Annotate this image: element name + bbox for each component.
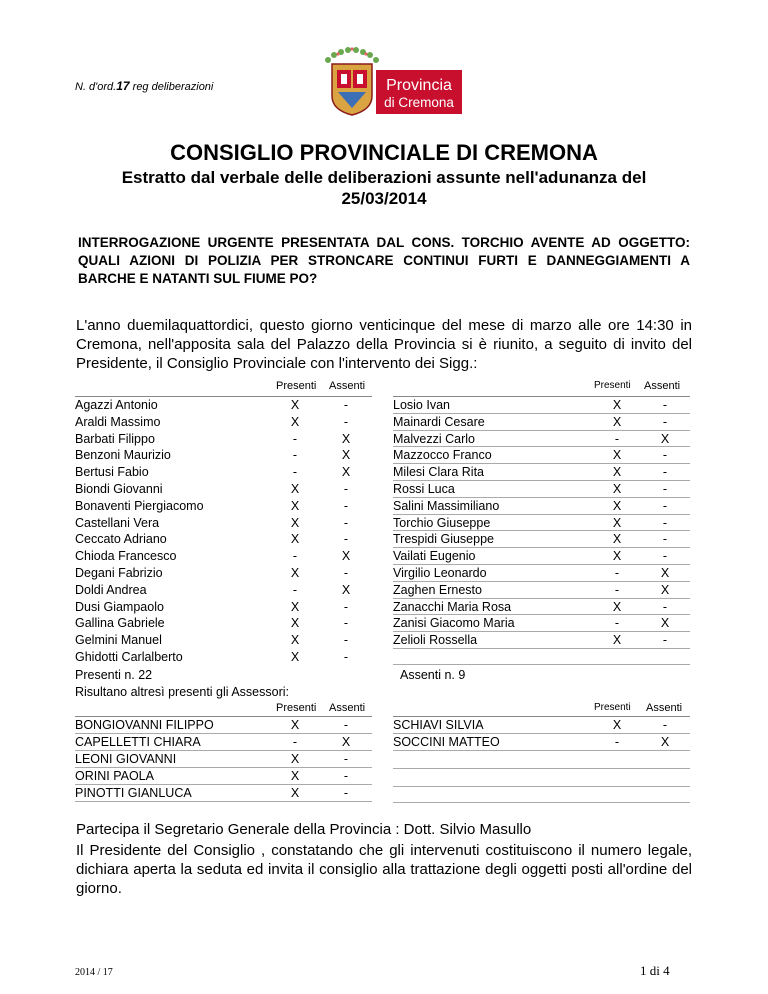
attendance-row (75, 481, 372, 498)
assessori-right-empty-rule-3 (393, 802, 690, 803)
presence-mark: X (290, 515, 300, 530)
member-name: Benzoni Maurizio (75, 448, 171, 463)
member-name: Bertusi Fabio (75, 465, 149, 480)
right-header-assenti: Assenti (644, 380, 681, 392)
presence-mark: X (290, 718, 300, 732)
attendance-row (75, 615, 372, 632)
attendance-row (393, 515, 690, 532)
attendance-row (75, 734, 372, 751)
absence-mark: - (662, 482, 668, 496)
attendance-row (393, 615, 690, 632)
presence-mark: X (290, 482, 300, 496)
member-name: Milesi Clara Rita (393, 465, 484, 480)
absence-mark: - (662, 549, 668, 564)
member-name: Zaghen Ernesto (393, 582, 482, 597)
member-name: SOCCINI MATTEO (393, 735, 500, 749)
presence-mark: X (612, 414, 622, 429)
member-name: Zelioli Rossella (393, 633, 478, 648)
absence-mark: - (662, 599, 668, 614)
presence-mark: X (290, 599, 300, 614)
assenti-total: Assenti n. 9 (400, 668, 466, 682)
member-name: Virgilio Leonardo (393, 566, 487, 580)
presence-mark: X (290, 786, 300, 800)
member-name: Salini Massimiliano (393, 498, 500, 513)
absence-mark: X (341, 582, 351, 597)
attendance-row (393, 414, 690, 431)
attendance-row (75, 565, 372, 582)
member-name: Vailati Eugenio (393, 549, 476, 564)
page-subtitle: Estratto dal verbale delle deliberazioni assunte nell'adunanza del 25/03/2014 (121, 168, 647, 208)
member-name: PINOTTI GIANLUCA (75, 786, 192, 800)
presence-mark: - (292, 735, 298, 749)
presence-mark: - (292, 431, 298, 446)
presence-mark: X (612, 599, 622, 614)
absence-mark: X (341, 549, 351, 564)
absence-mark: - (343, 786, 349, 800)
member-name: Mazzocco Franco (393, 448, 492, 463)
attendance-row (393, 431, 690, 448)
presence-mark: - (614, 566, 620, 580)
ref-number: 17 (116, 79, 130, 93)
attendance-row (75, 531, 372, 548)
footer-doc-id: 2014 / 17 (75, 967, 113, 978)
presence-mark: - (614, 616, 620, 631)
row-divider (393, 648, 690, 649)
member-name: Rossi Luca (393, 482, 455, 496)
presence-mark: - (614, 431, 620, 446)
right-header-presenti: Presenti (594, 380, 631, 391)
closing-paragraph: Il Presidente del Consiglio , constatando che gli intervenuti costituiscono il numero legale, dichiara aperta la seduta ed invita il consiglio alla trattazione degli oggetti posti all'ordine del giorno. (76, 842, 692, 897)
absence-mark: - (343, 718, 349, 732)
absence-mark: - (343, 566, 349, 580)
member-name: Bonaventi Piergiacomo (75, 498, 204, 513)
member-name: Gallina Gabriele (75, 616, 165, 631)
presence-mark: X (612, 482, 622, 496)
presence-mark: X (612, 448, 622, 463)
attendance-row (393, 548, 690, 565)
member-name: Degani Fabrizio (75, 566, 163, 580)
right-table-bottom-rule (393, 664, 690, 665)
presence-mark: - (292, 582, 298, 597)
member-name: Doldi Andrea (75, 582, 147, 597)
attendance-row (393, 397, 690, 414)
member-name: Barbati Filippo (75, 431, 155, 446)
presence-mark: X (290, 414, 300, 429)
presence-mark: X (612, 532, 622, 547)
presence-mark: X (290, 398, 300, 412)
presence-mark: - (292, 465, 298, 480)
member-name: CAPELLETTI CHIARA (75, 735, 201, 749)
absence-mark: - (343, 633, 349, 648)
attendance-row (393, 632, 690, 649)
absence-mark: - (662, 532, 668, 547)
attendance-row (393, 565, 690, 582)
member-name: SCHIAVI SILVIA (393, 718, 484, 732)
member-name: Ghidotti Carlalberto (75, 650, 183, 664)
member-name: Trespidi Giuseppe (393, 532, 494, 547)
attendance-row (75, 768, 372, 785)
member-name: Torchio Giuseppe (393, 515, 491, 530)
row-divider (393, 750, 690, 751)
attendance-row (393, 498, 690, 515)
attendance-row (75, 431, 372, 448)
presence-mark: X (612, 718, 622, 732)
member-name: ORINI PAOLA (75, 769, 154, 783)
absence-mark: - (662, 633, 668, 648)
presence-mark: X (290, 566, 300, 580)
member-name: Mainardi Cesare (393, 414, 485, 429)
attendance-row (393, 481, 690, 498)
attendance-row (75, 649, 372, 666)
absence-mark: X (660, 582, 670, 597)
absence-mark: - (343, 650, 349, 664)
deliberation-reference (75, 79, 213, 93)
absence-mark: - (343, 482, 349, 496)
member-name: BONGIOVANNI FILIPPO (75, 718, 214, 732)
absence-mark: - (343, 498, 349, 513)
assessori-left-header-presenti: Presenti (276, 702, 317, 714)
member-name: Dusi Giampaolo (75, 599, 164, 614)
segretario-line: Partecipa il Segretario Generale della Provincia : Dott. Silvio Masullo (76, 821, 532, 838)
attendance-row (393, 582, 690, 599)
member-name: Ceccato Adriano (75, 532, 167, 547)
presence-mark: X (612, 515, 622, 530)
absence-mark: X (660, 735, 670, 749)
absence-mark: X (660, 616, 670, 631)
member-name: Losio Ivan (393, 398, 450, 412)
assessori-intro: Risultano altresì presenti gli Assessori: (75, 685, 289, 699)
left-header-presenti: Presenti (276, 380, 317, 392)
presence-mark: X (612, 398, 622, 412)
absence-mark: - (343, 769, 349, 783)
ref-suffix: reg deliberazioni (129, 81, 214, 93)
member-name: Gelmini Manuel (75, 633, 162, 648)
attendance-row (75, 397, 372, 414)
absence-mark: - (343, 532, 349, 547)
logo-line2: di Cremona (384, 95, 454, 110)
presence-mark: X (612, 498, 622, 513)
ref-prefix: N. d'ord. (75, 81, 117, 93)
attendance-row (393, 464, 690, 481)
absence-mark: - (343, 752, 349, 766)
absence-mark: - (662, 718, 668, 732)
absence-mark: X (341, 465, 351, 480)
absence-mark: - (343, 515, 349, 530)
attendance-row (75, 447, 372, 464)
absence-mark: X (660, 431, 670, 446)
absence-mark: X (660, 566, 670, 580)
absence-mark: - (343, 599, 349, 614)
absence-mark: - (343, 414, 349, 429)
member-name: Chioda Francesco (75, 549, 177, 564)
page-title: CONSIGLIO PROVINCIALE DI CREMONA (170, 140, 598, 165)
attendance-row (75, 751, 372, 768)
assessori-right-empty-rule-2 (393, 786, 690, 787)
assessori-right-header-presenti: Presenti (594, 702, 631, 713)
presenti-total: Presenti n. 22 (75, 668, 153, 682)
attendance-row (75, 515, 372, 532)
absence-mark: X (341, 735, 351, 749)
member-name: LEONI GIOVANNI (75, 752, 177, 766)
presence-mark: X (290, 498, 300, 513)
member-name: Araldi Massimo (75, 414, 161, 429)
absence-mark: - (662, 515, 668, 530)
row-divider (75, 801, 372, 802)
attendance-row (393, 531, 690, 548)
presence-mark: - (614, 582, 620, 597)
attendance-row (393, 734, 690, 751)
attendance-row (393, 599, 690, 616)
presence-mark: X (290, 769, 300, 783)
member-name: Zanacchi Maria Rosa (393, 599, 512, 614)
attendance-row (75, 548, 372, 565)
member-name: Biondi Giovanni (75, 482, 163, 496)
presence-mark: - (292, 448, 298, 463)
page-number: 1 di 4 (640, 963, 670, 978)
assessori-left-header-assenti: Assenti (329, 702, 366, 714)
presence-mark: X (290, 752, 300, 766)
absence-mark: - (343, 616, 349, 631)
attendance-row (393, 447, 690, 464)
absence-mark: - (662, 448, 668, 463)
presence-mark: X (290, 633, 300, 648)
absence-mark: - (343, 398, 349, 412)
presence-mark: X (290, 532, 300, 547)
presence-mark: - (614, 735, 620, 749)
attendance-row (393, 717, 690, 734)
member-name: Agazzi Antonio (75, 398, 158, 412)
presence-mark: X (290, 650, 300, 664)
presence-mark: X (612, 633, 622, 648)
absence-mark: X (341, 431, 351, 446)
presence-mark: X (612, 465, 622, 480)
member-name: Zanisi Giacomo Maria (393, 616, 515, 631)
attendance-row (75, 599, 372, 616)
attendance-row (75, 498, 372, 515)
member-name: Malvezzi Carlo (393, 431, 475, 446)
attendance-row (75, 785, 372, 802)
presence-mark: X (290, 616, 300, 631)
attendance-row (75, 717, 372, 734)
attendance-row (75, 414, 372, 431)
absence-mark: - (662, 414, 668, 429)
presence-mark: X (612, 549, 622, 564)
attendance-row (75, 464, 372, 481)
attendance-row (75, 582, 372, 599)
logo-line1: Provincia (386, 77, 452, 94)
left-header-assenti: Assenti (329, 380, 366, 392)
attendance-row (75, 632, 372, 649)
presence-mark: - (292, 549, 298, 564)
intro-paragraph: L'anno duemilaquattordici, questo giorno venticinque del mese di marzo alle ore 14:30 in Cremona, nell'apposita sala del Palazzo della Provincia si è riunito, a seguito di invito del Presidente, il Consiglio Provinciale con l'intervento dei Sigg.: (76, 317, 692, 372)
assessori-right-empty-rule-1 (393, 768, 690, 769)
deliberation-subject: INTERROGAZIONE URGENTE PRESENTATA DAL CONS. TORCHIO AVENTE AD OGGETTO: QUALI AZIONI DI POLIZIA PER STRONCARE CONTINUI FURTI E DANNEGGIAMENTI A BARCHE E NATANTI SUL FIUME PO? (78, 235, 690, 286)
assessori-right-header-assenti: Assenti (646, 702, 683, 714)
absence-mark: - (662, 498, 668, 513)
member-name: Castellani Vera (75, 515, 160, 530)
absence-mark: - (662, 465, 668, 480)
absence-mark: - (662, 398, 668, 412)
provincia-logo (318, 46, 464, 116)
absence-mark: X (341, 448, 351, 463)
